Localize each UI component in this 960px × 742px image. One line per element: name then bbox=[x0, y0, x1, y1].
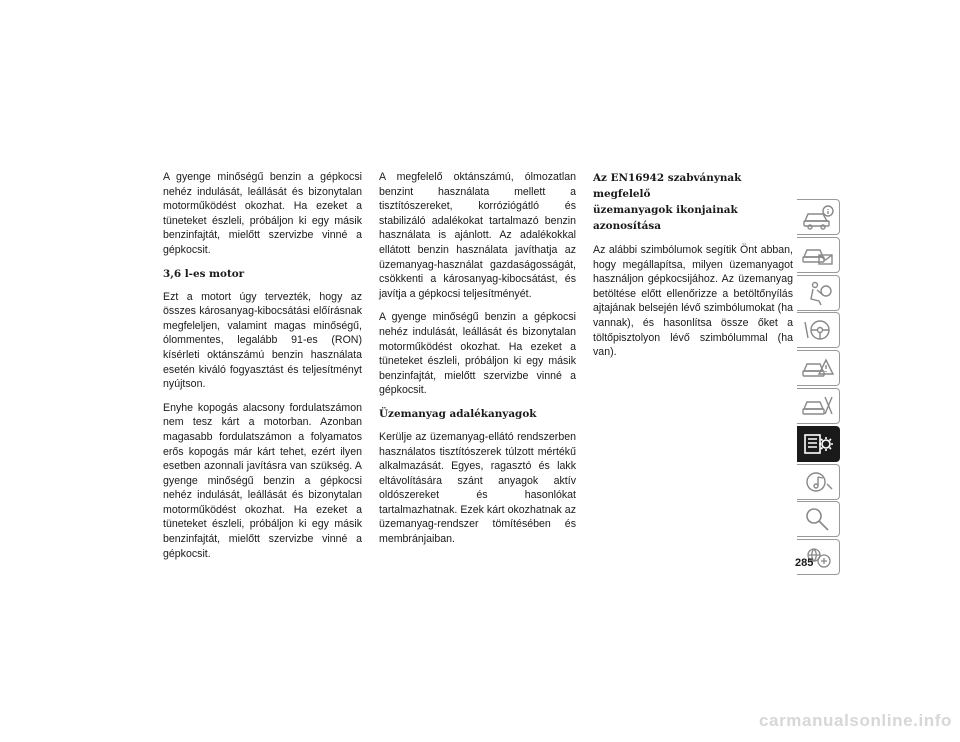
car-info-icon bbox=[801, 203, 835, 231]
tab-multimedia[interactable] bbox=[797, 464, 840, 500]
paragraph: A gyenge minőségű benzin a gépkocsi nehéz indulását, leállását és bizonytalan motorműködést okozhat. Ha ezeket a tüneteket észleli, próbáljon ki egy másik benzinfajtát, mielőtt szervizbe vinné a gépkocsit. bbox=[163, 171, 362, 256]
tab-maintenance[interactable] bbox=[797, 388, 840, 424]
section-heading: 3,6 l-es motor bbox=[163, 267, 245, 280]
tab-safety[interactable] bbox=[797, 275, 840, 311]
paragraph: Enyhe kopogás alacsony fordulatszámon nem tesz kárt a motorban. Azonban magasabb fordulatszámon a folyamatos erős kopogás már kárt tehet, ezért ilyen esetben azonnali javításra van szükség. A gyenge minőségű benzin a gépkocsi nehéz indulását, leállását és bizonytalan motorműködést okozhat. Ha ezeket a tüneteket észleli, próbáljon ki egy másik benzinfajtát, mielőtt szervizbe vinné a gépkocsit. bbox=[163, 401, 362, 560]
car-mail-icon bbox=[801, 241, 835, 269]
airbag-seat-icon bbox=[801, 279, 835, 307]
car-tools-icon bbox=[801, 392, 835, 420]
music-note-icon bbox=[801, 468, 835, 496]
text-column-2 bbox=[379, 170, 576, 556]
heading-line: üzemanyagok ikonjainak azonosítása bbox=[593, 204, 738, 232]
paragraph: Ezt a motort úgy tervezték, hogy az összes károsanyag-kibocsátási előírásnak megfeleljen, valamint magas minőségű, ólommentes, legalább 91-es (RON) kísérleti oktánszámú benzin használata esetén kiváló fogyasztást és teljesítményt nyújtson. bbox=[163, 290, 362, 391]
magnifier-icon bbox=[801, 505, 835, 533]
paragraph: A gyenge minőségű benzin a gépkocsi nehéz indulását, leállását és bizonytalan motorműködést okozhat. Ha ezeket a tüneteket észleli, próbáljon ki egy másik benzinfajtát, mielőtt szervizbe vinné a gépkocsit. bbox=[379, 311, 576, 397]
chapter-tab-strip bbox=[797, 199, 841, 577]
text-column-1 bbox=[163, 170, 362, 570]
tab-emergency[interactable] bbox=[797, 350, 840, 386]
paragraph: A megfelelő oktánszámú, ólmozatlan benzint használata mellett a tisztítószereket, korróziógátló és stabilizáló adalékokat tartalmazó benzin használata is ajánlott. Az adalékokkal ellátott benzin használata javíthatja az üzemanyag-használat gazdaságosságát, csökkenti a károsanyag-kibocsátást, és javítja a gépkocsi teljesítményét. bbox=[379, 171, 576, 300]
paragraph: Kerülje az üzemanyag-ellátó rendszerben használatos tisztítószerek túlzott mértékű alkalmazását. Egyes, ragasztó és lakk eltávolítására szánt anyagok aktív oldószereket és hasonlókat tartalmazhatnak. Ezek kárt okozhatnak az üzemanyag-rendszer tömítésében és membránjaiban. bbox=[379, 430, 576, 546]
page-number: 285 bbox=[795, 557, 814, 569]
watermark: carmanualsonline.info bbox=[758, 711, 952, 730]
text-column-3 bbox=[593, 170, 793, 369]
tab-messages[interactable] bbox=[797, 237, 840, 273]
tab-driving[interactable] bbox=[797, 312, 840, 348]
service-gear-icon bbox=[801, 430, 835, 458]
tab-index[interactable] bbox=[797, 501, 840, 537]
tab-vehicle-info[interactable] bbox=[797, 199, 840, 235]
heading-line: Az EN16942 szabványnak megfelelő bbox=[593, 172, 742, 200]
tab-technical-specs[interactable] bbox=[797, 426, 840, 462]
steering-wheel-icon bbox=[801, 316, 835, 344]
car-warning-icon bbox=[801, 354, 835, 382]
section-heading bbox=[593, 170, 793, 234]
paragraph: Az alábbi szimbólumok segítik Önt abban, hogy megállapítsa, milyen üzemanyagot használjon gépkocsijához. Az üzemanyag betöltése előtt ellenőrizze a betöltőnyílás ajtajának belsején lévő szimbólumokat (ha vannak), és hasonlítsa össze őket a töltőpisztolyon lévő szimbólummal (ha van). bbox=[593, 244, 793, 359]
section-heading: Üzemanyag adalékanyagok bbox=[379, 407, 537, 420]
